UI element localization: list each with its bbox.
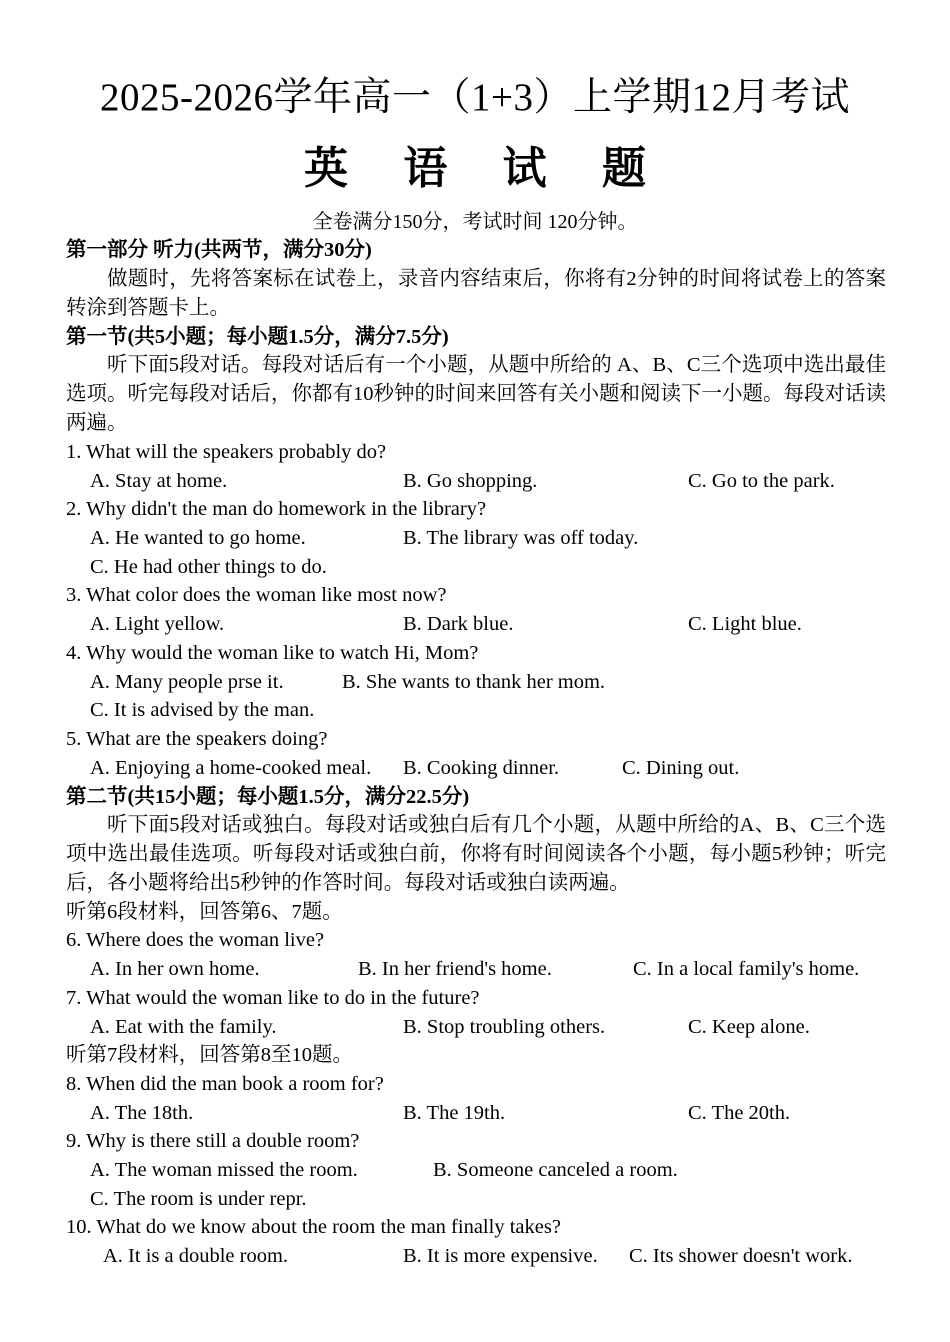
question-10-option-a: A. It is a double room.	[103, 1245, 289, 1267]
question-1-option-c: C. Go to the park.	[688, 470, 835, 492]
material-7-prompt: 听第7段材料，回答第8至10题。	[66, 1044, 353, 1066]
question-8-option-b: B. The 19th.	[403, 1102, 506, 1124]
question-9-option-c: C. The room is under repr.	[90, 1188, 307, 1210]
question-6-option-b: B. In her friend's home.	[358, 958, 552, 980]
question-7-option-b: B. Stop troubling others.	[403, 1016, 606, 1038]
question-4-option-b: B. She wants to thank her mom.	[342, 671, 606, 693]
part1-title: 第一部分 听力(共两节，满分30分)	[66, 239, 372, 261]
section1-title: 第一节(共5小题；每小题1.5分，满分7.5分)	[66, 326, 449, 348]
question-10-option-b: B. It is more expensive.	[403, 1245, 598, 1267]
question-1-option-b: B. Go shopping.	[403, 470, 538, 492]
question-7-option-c: C. Keep alone.	[688, 1016, 810, 1038]
question-3-option-b: B. Dark blue.	[403, 613, 514, 635]
question-8-option-a: A. The 18th.	[90, 1102, 194, 1124]
subject-title: 英 语 试 题	[304, 143, 666, 194]
question-9-stem: 9. Why is there still a double room?	[66, 1130, 360, 1152]
question-7-option-a: A. Eat with the family.	[90, 1016, 277, 1038]
question-3-option-a: A. Light yellow.	[90, 613, 225, 635]
exam-info: 全卷满分150分，考试时间 120分钟。	[312, 211, 638, 233]
question-1-option-a: A. Stay at home.	[90, 470, 228, 492]
question-8-option-c: C. The 20th.	[688, 1102, 791, 1124]
question-10-stem: 10. What do we know about the room the man finally takes?	[66, 1216, 561, 1238]
question-5-stem: 5. What are the speakers doing?	[66, 728, 328, 750]
question-6-option-a: A. In her own home.	[90, 958, 260, 980]
question-3-option-c: C. Light blue.	[688, 613, 802, 635]
question-9-option-a: A. The woman missed the room.	[90, 1159, 358, 1181]
part1-instructions: 做题时，先将答案标在试卷上，录音内容结束后，你将有2分钟的时间将试卷上的答案转涂到答题卡上。	[66, 268, 886, 319]
question-4-option-a: A. Many people prse it.	[90, 671, 284, 693]
question-9-option-b: B. Someone canceled a room.	[433, 1159, 678, 1181]
question-5-option-a: A. Enjoying a home-cooked meal.	[90, 757, 372, 779]
section1-instructions: 听下面5段对话。每段对话后有一个小题，从题中所给的 A、B、C三个选项中选出最佳选项。听完每段对话后，你都有10秒钟的时间来回答有关小题和阅读下一小题。每段对话读两遍。	[66, 354, 886, 434]
question-6-option-c: C. In a local family's home.	[633, 958, 860, 980]
question-3-stem: 3. What color does the woman like most now?	[66, 584, 447, 606]
question-4-stem: 4. Why would the woman like to watch Hi, Mom?	[66, 642, 479, 664]
question-2-option-b: B. The library was off today.	[403, 527, 639, 549]
question-6-stem: 6. Where does the woman live?	[66, 929, 325, 951]
section2-title: 第二节(共15小题；每小题1.5分，满分22.5分)	[66, 786, 470, 808]
section2-instructions: 听下面5段对话或独白。每段对话或独白后有几个小题，从题中所给的A、B、C三个选项中选出最佳选项。听每段对话或独白前，你将有时间阅读各个小题，每小题5秒钟；听完后，各小题将给出5秒钟的作答时间。每段对话或独白读两遍。	[66, 814, 886, 894]
exam-title: 2025-2026学年高一（1+3）上学期12月考试	[100, 76, 850, 119]
question-8-stem: 8. When did the man book a room for?	[66, 1073, 384, 1095]
question-5-option-b: B. Cooking dinner.	[403, 757, 560, 779]
question-10-option-c: C. Its shower doesn't work.	[629, 1245, 853, 1267]
question-5-option-c: C. Dining out.	[622, 757, 740, 779]
question-2-option-c: C. He had other things to do.	[90, 556, 327, 578]
question-4-option-c: C. It is advised by the man.	[90, 699, 315, 721]
question-2-stem: 2. Why didn't the man do homework in the library?	[66, 498, 487, 520]
material-6-prompt: 听第6段材料，回答第6、7题。	[66, 901, 343, 923]
question-7-stem: 7. What would the woman like to do in the future?	[66, 987, 480, 1009]
question-2-option-a: A. He wanted to go home.	[90, 527, 306, 549]
question-1-stem: 1. What will the speakers probably do?	[66, 441, 387, 463]
